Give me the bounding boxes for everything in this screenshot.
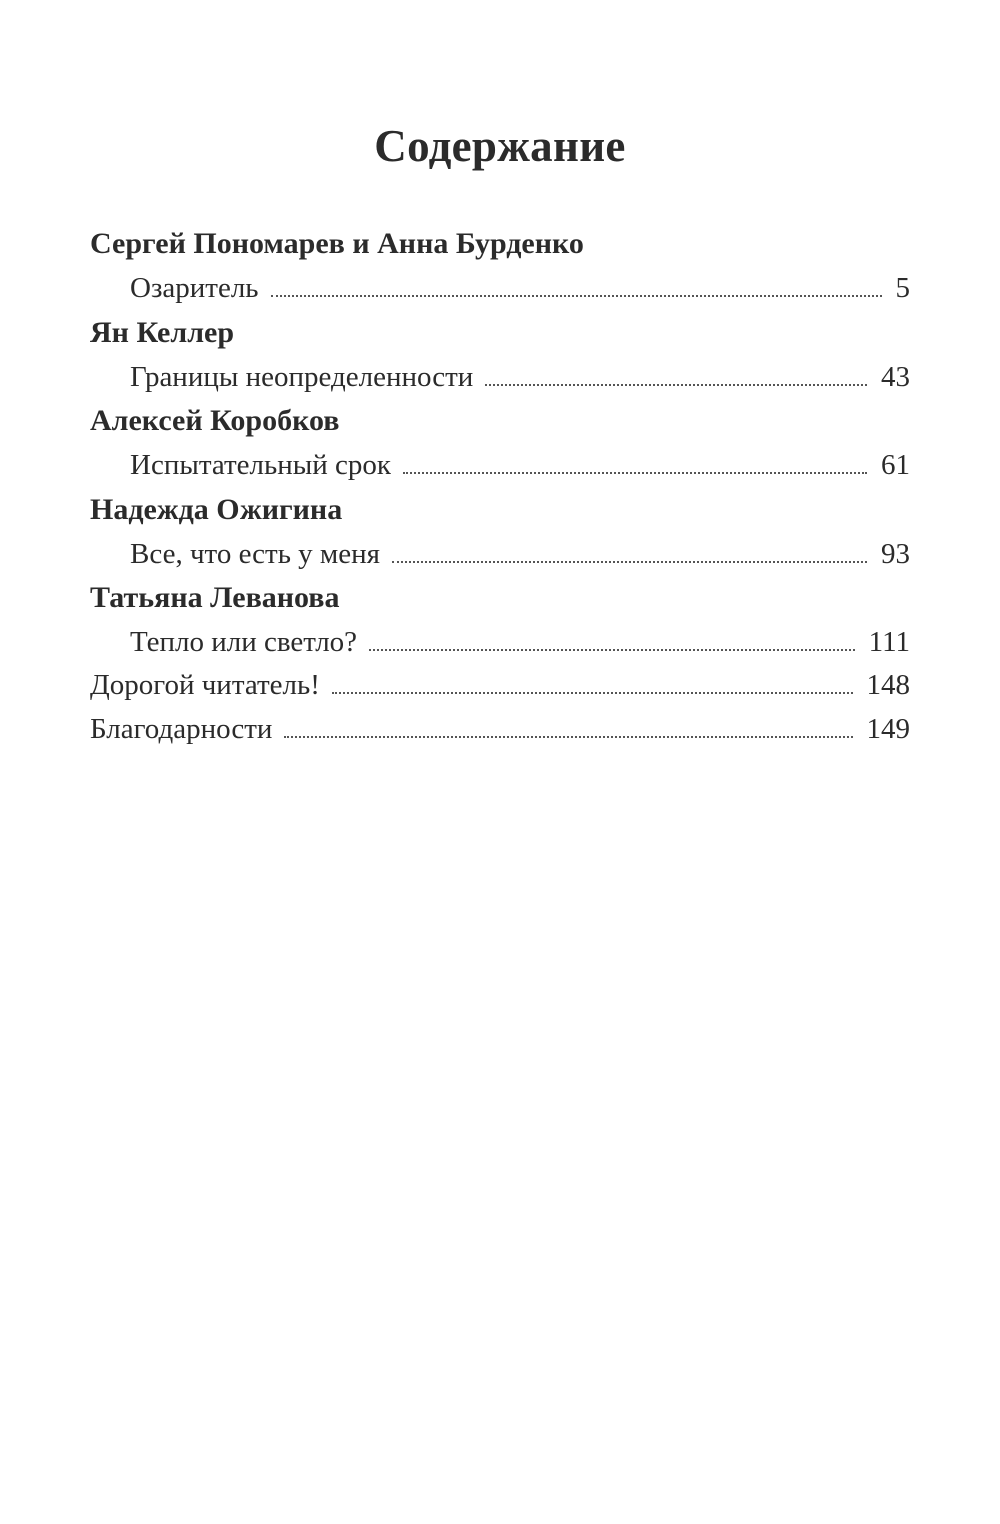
toc-entry[interactable] [90,266,910,310]
toc-entry-title: Дорогой читатель! [90,669,320,701]
toc-entry-title: Озаритель [130,272,259,304]
toc-page-number: 43 [881,361,910,393]
toc-page-number: 149 [866,713,910,745]
toc-entry[interactable] [90,355,910,399]
toc-entry[interactable] [90,663,910,707]
toc-entry[interactable] [90,532,910,576]
page-title: Содержание [374,121,626,171]
toc-author: Сергей Пономарев и Анна Бурденко [90,227,584,260]
toc-entry[interactable] [90,443,910,487]
toc-author: Алексей Коробков [90,404,340,437]
toc-page-number: 61 [881,449,910,481]
dot-leader [332,686,853,694]
toc-entry-title: Благодарности [90,713,273,745]
dot-leader [284,730,852,738]
dot-leader [485,378,867,386]
toc-section [90,222,910,310]
toc-section [90,576,910,664]
toc-entry-title: Все, что есть у меня [130,538,381,570]
toc-section [90,488,910,576]
toc-entry[interactable] [90,707,910,751]
toc-section [90,311,910,399]
dot-leader [271,289,882,297]
toc-entry-title: Испытательный срок [130,449,391,481]
dot-leader [369,643,855,651]
toc-author: Надежда Ожигина [90,493,343,526]
toc-page-number: 148 [866,669,910,701]
toc-entry-title: Границы неопределенности [130,361,474,393]
dot-leader [403,466,867,474]
toc-author: Татьяна Леванова [90,581,340,614]
toc-section [90,399,910,487]
dot-leader [392,555,867,563]
toc-entry-title: Тепло или светло? [130,626,358,658]
toc-page-number: 111 [868,626,910,658]
toc-entry[interactable] [90,620,910,664]
toc-extras [90,663,910,751]
toc-page-number: 5 [895,272,910,304]
toc-author: Ян Келлер [90,316,235,349]
toc-page-number: 93 [881,538,910,570]
